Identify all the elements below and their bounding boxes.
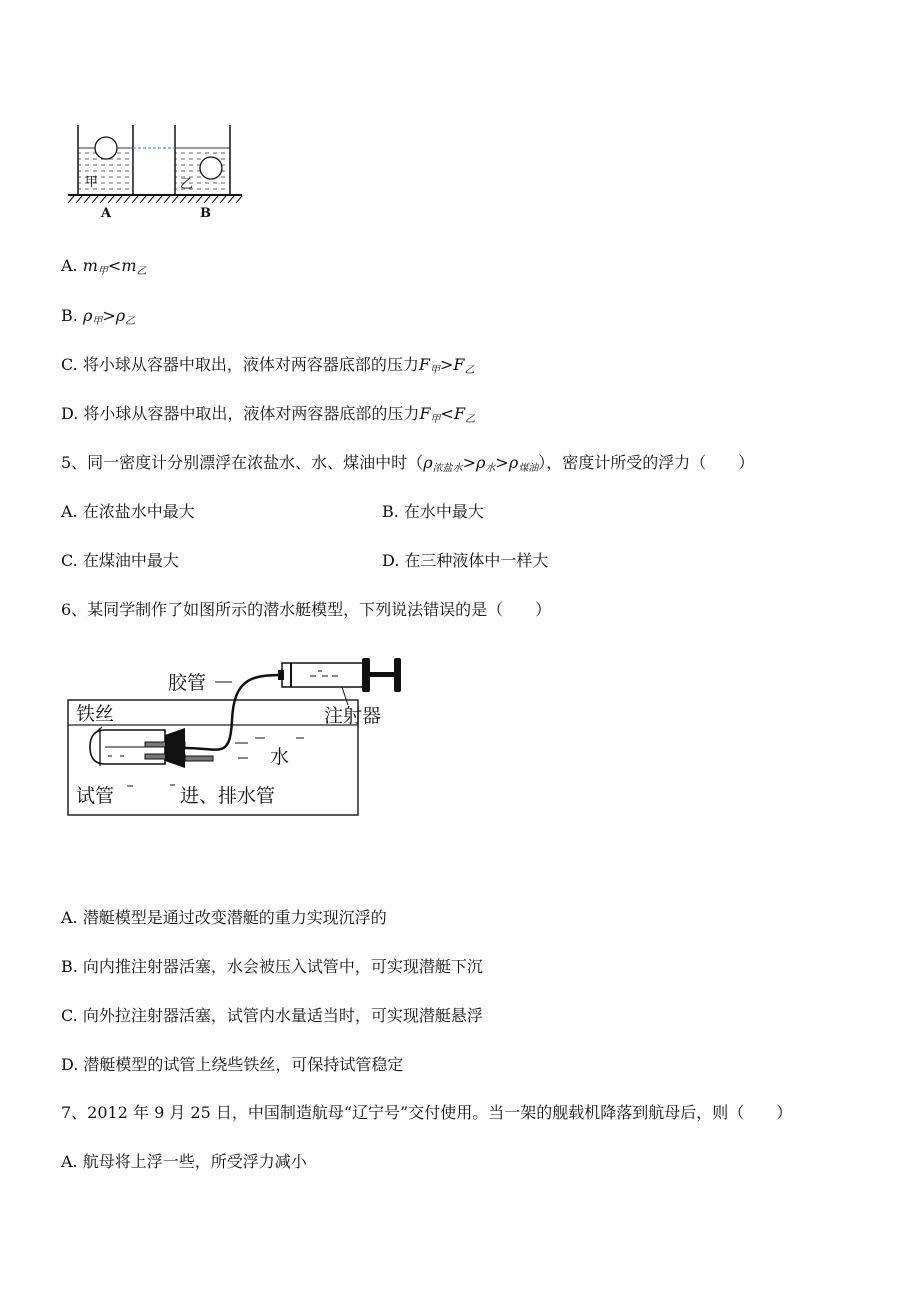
- q6-option-c[interactable]: C. 向外拉注射器活塞，试管内水量适当时，可实现潜艇悬浮: [61, 1006, 483, 1025]
- label-tube: 试管: [76, 785, 115, 807]
- q5-option-a[interactable]: A. 在浓盐水中最大: [61, 502, 195, 521]
- q4-option-c[interactable]: C. 将小球从容器中取出，液体对两容器底部的压力F甲>F乙: [61, 355, 475, 376]
- label-jia: 甲: [85, 175, 99, 190]
- ball-a: [95, 137, 117, 159]
- q5-option-c[interactable]: C. 在煤油中最大: [61, 551, 179, 570]
- q6-stem: 6、某同学制作了如图所示的潜水艇模型，下列说法错误的是（ ）: [61, 600, 552, 619]
- two-containers-figure: [60, 120, 260, 225]
- q5-option-d[interactable]: D. 在三种液体中一样大: [382, 551, 549, 570]
- q6-option-b[interactable]: B. 向内推注射器活塞，水会被压入试管中，可实现潜艇下沉: [61, 957, 483, 976]
- q5-stem: 5、同一密度计分别漂浮在浓盐水、水、煤油中时（ρ浓盐水>ρ水>ρ煤油），密度计所受的浮力（ ）: [61, 453, 755, 474]
- label-syringe: 注射器: [324, 705, 382, 727]
- caption-a: A: [101, 206, 112, 221]
- q6-option-d[interactable]: D. 潜艇模型的试管上绕些铁丝，可保持试管稳定: [61, 1055, 404, 1074]
- label-pipe: 进、排水管: [180, 785, 276, 807]
- label-wire: 铁丝: [76, 703, 115, 725]
- caption-b: B: [200, 206, 211, 221]
- q4-option-a[interactable]: A. m甲<m乙: [61, 256, 147, 277]
- q7-stem: 7、2012 年 9 月 25 日，中国制造航母“辽宁号”交付使用。当一架的舰载机降落到航母后，则（ ）: [61, 1103, 793, 1122]
- q5-option-b[interactable]: B. 在水中最大: [382, 502, 484, 521]
- label-hose: 胶管: [168, 672, 207, 694]
- ball-b: [200, 157, 222, 179]
- q4-option-d[interactable]: D. 将小球从容器中取出，液体对两容器底部的压力F甲<F乙: [61, 404, 476, 425]
- q7-option-a[interactable]: A. 航母将上浮一些，所受浮力减小: [61, 1152, 307, 1171]
- label-water: 水: [270, 746, 290, 768]
- submarine-model-figure: [60, 650, 420, 820]
- label-yi: 乙: [180, 177, 194, 192]
- q4-option-b[interactable]: B. ρ甲>ρ乙: [61, 306, 136, 327]
- q6-option-a[interactable]: A. 潜艇模型是通过改变潜艇的重力实现沉浮的: [61, 908, 387, 927]
